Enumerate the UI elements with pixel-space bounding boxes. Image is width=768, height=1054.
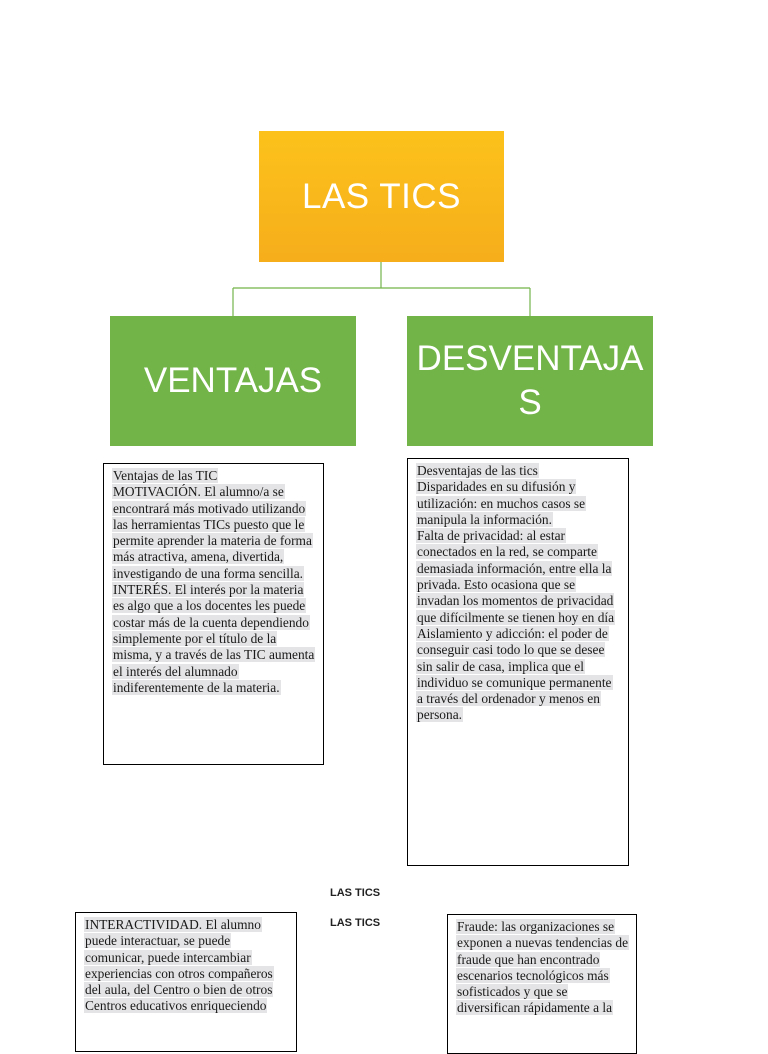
- desventajas-privacidad: [416, 528, 620, 626]
- ventajas-motivacion: [112, 484, 315, 582]
- desventajas-aislamiento-text: Aislamiento y adicción: el poder de conseguir casi todo lo que se desee sin salir de casa, implica que el individuo se comunique permanente a través del ordenador y menos en persona.: [417, 625, 612, 723]
- ventajas-motivacion-text: MOTIVACIÓN. El alumno/a se encontrará más motivado utilizando las herramientas TICs puesto que le permite aprender la materia de forma más atractiva, amena, divertida, investigando de una forma sencilla.: [113, 484, 312, 581]
- ventajas-text-box: [103, 463, 324, 765]
- interactividad-paragraph: [84, 917, 288, 1015]
- fraude-text-box: [447, 914, 637, 1054]
- desventajas-privacidad-text: Falta de privacidad: al estar conectados en la red, se comparte demasiada información, entre ella la privada. Esto ocasiona que se invadan los momentos de privacidad que difícilmente se tienen hoy en día: [417, 528, 615, 625]
- desventajas-disparidades: [416, 479, 620, 528]
- ventajas-interes: [112, 582, 315, 696]
- root-node: [259, 131, 504, 262]
- interactividad-text: INTERACTIVIDAD. El alumno puede interactuar, se puede comunicar, puede intercambiar experiencias con otros compañeros del aula, del Centro o bien de otros Centros educativos enriqueciendo: [85, 917, 273, 1014]
- interactividad-text-box: [75, 912, 297, 1052]
- ventajas-title-text: Ventajas de las TIC: [113, 468, 218, 483]
- desventajas-text-box: [407, 458, 629, 866]
- root-node-label: LAS TICS: [302, 176, 461, 216]
- desventajas-aislamiento: [416, 626, 620, 724]
- ventajas-title: [112, 468, 315, 484]
- desventajas-node: [407, 316, 653, 446]
- ventajas-interes-text: INTERÉS. El interés por la materia es algo que a los docentes les puede costar más de la cuenta dependiendo simplemente por el título de la misma, y a través de las TIC aumenta el interés del alumnado indiferentemente de la materia.: [113, 582, 315, 695]
- ventajas-node-label: VENTAJAS: [143, 361, 323, 400]
- fraude-text: Fraude: las organizaciones se exponen a nuevas tendencias de fraude que han encontrado escenarios tecnológicos más sofisticados y que se diversifican rápidamente a la: [457, 919, 629, 1016]
- desventajas-disparidades-text: Disparidades en su difusión y utilización: en muchos casos se manipula la información.: [417, 479, 586, 527]
- ventajas-node: [110, 316, 356, 446]
- las-tics-label-1: LAS TICS: [330, 887, 381, 899]
- las-tics-label-2: LAS TICS: [330, 917, 381, 929]
- fraude-paragraph: [456, 919, 630, 1017]
- desventajas-node-label: DESVENTAJAS: [416, 339, 644, 422]
- desventajas-title-text: Desventajas de las tics: [417, 463, 538, 478]
- desventajas-title: [416, 463, 620, 479]
